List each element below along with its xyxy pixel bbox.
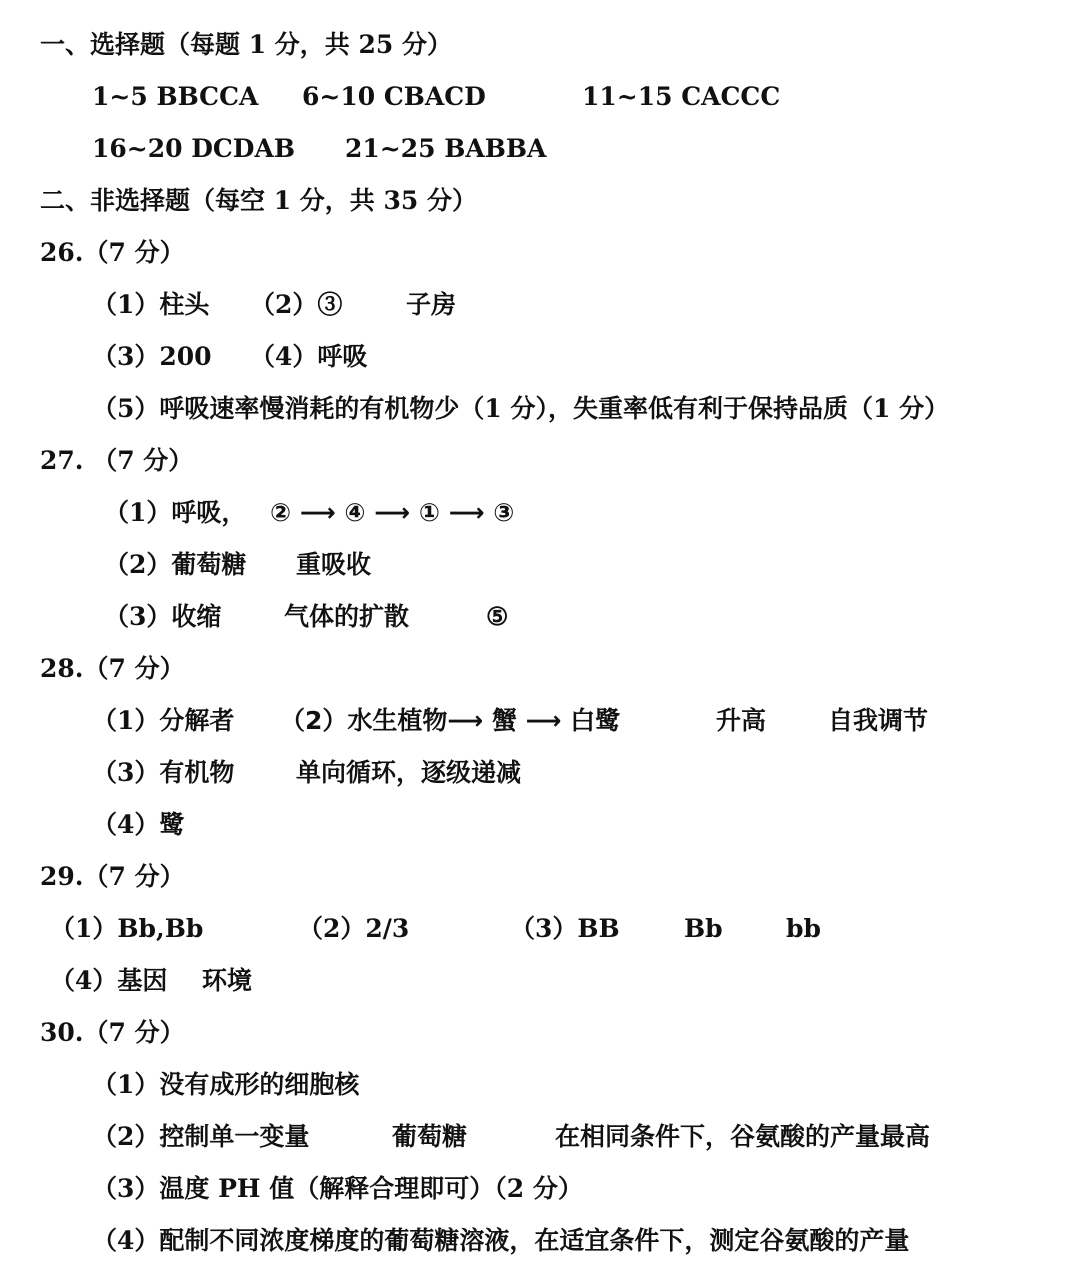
answer-6-10: 6~10 CBACD (302, 82, 486, 111)
q30-a2c: 在相同条件下，谷氨酸的产量最高 (555, 1122, 931, 1151)
q26-a2b: 子房 (406, 290, 457, 319)
q29-a3: （3）BB (510, 914, 620, 943)
q27-a3b: 气体的扩散 (284, 602, 410, 631)
q27-a1: （1）呼吸， (104, 498, 247, 527)
q29-a3b: Bb (684, 914, 723, 943)
q30-a1: （1）没有成形的细胞核 (92, 1070, 360, 1099)
q27-flow-sequence: ② ⟶ ④ ⟶ ① ⟶ ③ (270, 498, 515, 527)
q27-a3c: ⑤ (486, 602, 509, 631)
section2-heading: 二、非选择题（每空 1 分，共 35 分） (40, 186, 478, 215)
q26-a5: （5）呼吸速率慢消耗的有机物少（1 分），失重率低有利于保持品质（1 分） (92, 394, 950, 423)
q27-title: 27. （7 分） (40, 446, 194, 475)
q26-a4: （4）呼吸 (250, 342, 368, 371)
q28-a2b: 升高 (716, 706, 767, 735)
answer-16-20: 16~20 DCDAB (92, 134, 296, 163)
q27-a2b: 重吸收 (296, 550, 372, 579)
answer-1-5: 1~5 BBCCA (92, 82, 259, 111)
q28-a2c: 自我调节 (828, 706, 929, 735)
q26-a3: （3）200 (92, 342, 212, 371)
section1-heading: 一、选择题（每题 1 分，共 25 分） (40, 30, 453, 59)
q28-a4: （4）鹭 (92, 810, 185, 839)
q29-a1: （1）Bb,Bb (50, 914, 204, 943)
q30-a3: （3）温度 PH 值（解释合理即可）（2 分） (92, 1174, 583, 1203)
q27-a3: （3）收缩 (104, 602, 222, 631)
answer-21-25: 21~25 BABBA (345, 134, 547, 163)
q30-a2: （2）控制单一变量 (92, 1122, 310, 1151)
q29-a4b: 环境 (202, 966, 253, 995)
q28-a3b: 单向循环，逐级递减 (296, 758, 522, 787)
q26-title: 26.（7 分） (40, 238, 185, 267)
q28-title: 28.（7 分） (40, 654, 185, 683)
q29-a4: （4）基因 (50, 966, 168, 995)
q30-title: 30.（7 分） (40, 1018, 185, 1047)
q28-a1: （1）分解者 (92, 706, 235, 735)
q26-a1: （1）柱头 (92, 290, 210, 319)
q29-a3c: bb (786, 914, 821, 943)
q26-a2: （2）③ (250, 290, 343, 319)
q30-a4: （4）配制不同浓度梯度的葡萄糖溶液，在适宜条件下，测定谷氨酸的产量 (92, 1226, 910, 1255)
q29-a2: （2）2/3 (298, 914, 410, 943)
q30-a2b: 葡萄糖 (392, 1122, 468, 1151)
q28-a3: （3）有机物 (92, 758, 235, 787)
q28-food-chain: （2）水生植物⟶ 蟹 ⟶ 白鹭 (280, 706, 621, 735)
q29-title: 29.（7 分） (40, 862, 185, 891)
answer-11-15: 11~15 CACCC (582, 82, 781, 111)
q27-a2: （2）葡萄糖 (104, 550, 247, 579)
